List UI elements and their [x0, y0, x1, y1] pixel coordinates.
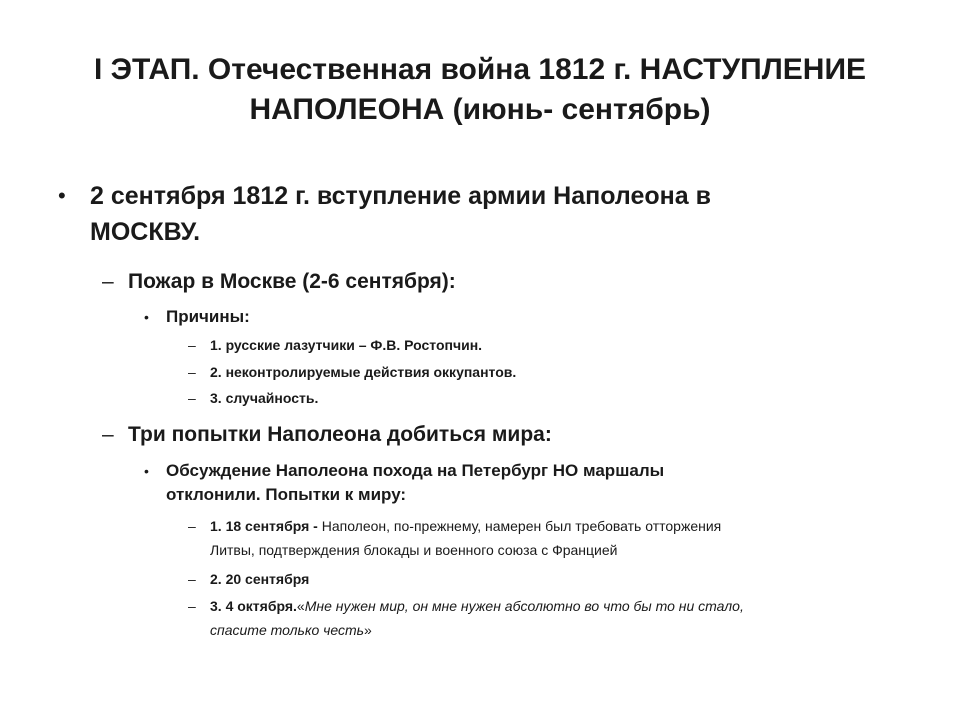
cause-text: 3. случайность. — [210, 390, 319, 406]
cause-text: 1. русские лазутчики – Ф.В. Ростопчин. — [210, 337, 483, 353]
causes-label-text: Причины: — [166, 307, 250, 326]
attempt-1-date: 1. 18 сентября - — [210, 518, 318, 534]
attempt-1-text-line-1: Наполеон, по-прежнему, намерен был требовать отторжения — [317, 518, 722, 534]
bullet-marker: • — [144, 463, 149, 479]
attempt-3-quote-line-2: спасите только честь — [210, 622, 365, 638]
fire-heading-text: Пожар в Москве (2-6 сентября): — [128, 270, 456, 293]
peace-attempt-3 — [188, 594, 890, 642]
cause-item — [188, 360, 890, 384]
peace-attempt-2 — [188, 567, 890, 591]
causes-label — [144, 305, 846, 329]
dash-marker: – — [188, 337, 196, 353]
quote-close: » — [364, 622, 372, 638]
peace-heading — [102, 420, 848, 450]
cause-item — [188, 333, 890, 357]
cause-text: 2. неконтролируемые действия оккупантов. — [210, 364, 517, 380]
slide-title-line-2: НАПОЛЕОНА (июнь- сентябрь) — [249, 93, 711, 126]
peace-heading-text: Три попытки Наполеона добиться мира: — [128, 423, 552, 446]
dash-marker: – — [102, 270, 114, 293]
quote-open: « — [296, 598, 305, 614]
discussion-line-1: Обсуждение Наполеона похода на Петербург НО маршалы — [166, 461, 665, 480]
dash-marker: – — [188, 364, 196, 380]
attempt-1-text-line-2: Литвы, подтверждения блокады и военного союза с Францией — [210, 542, 618, 558]
main-point-line-1: 2 сентября 1812 г. вступление армии Наполеона в — [90, 182, 711, 210]
dash-marker: – — [188, 390, 196, 406]
cause-item — [188, 386, 890, 410]
slide-title-line-1: I ЭТАП. Отечественная война 1812 г. НАСТУПЛЕНИЕ — [93, 53, 867, 86]
bullet-marker: • — [58, 183, 66, 208]
discussion-item — [144, 459, 846, 507]
dash-marker: – — [102, 423, 114, 446]
discussion-line-2: отклонили. Попытки к миру: — [166, 485, 407, 504]
fire-heading — [102, 267, 848, 297]
main-point — [58, 178, 850, 250]
dash-marker: – — [188, 571, 196, 587]
dash-marker: – — [188, 598, 196, 614]
dash-marker: – — [188, 518, 196, 534]
attempt-2-date: 2. 20 сентября — [210, 571, 310, 587]
main-point-line-2: МОСКВУ. — [90, 218, 201, 246]
peace-attempt-1 — [188, 514, 890, 562]
bullet-marker: • — [144, 309, 149, 325]
attempt-3-date: 3. 4 октября. — [210, 598, 297, 614]
attempt-3-quote-line-1: Мне нужен мир, он мне нужен абсолютно во что бы то ни стало, — [304, 598, 744, 614]
